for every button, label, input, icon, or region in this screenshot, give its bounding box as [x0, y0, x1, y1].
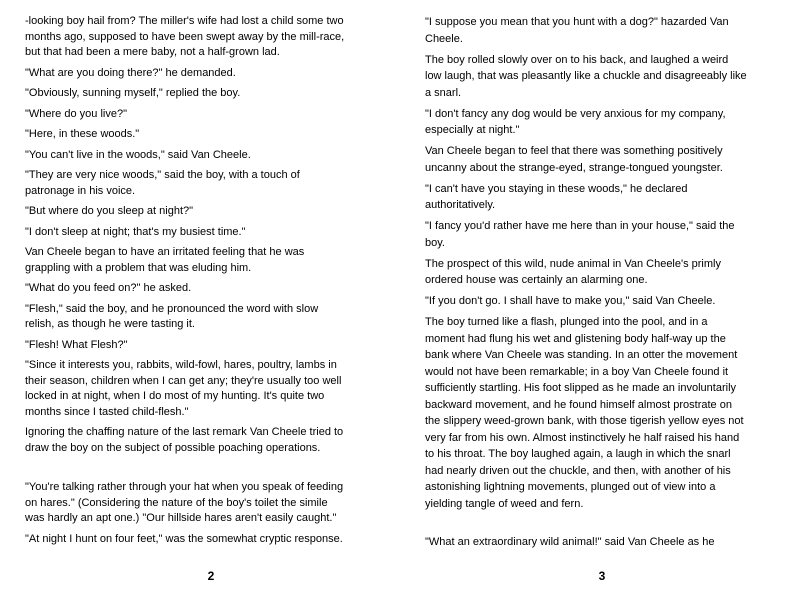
- scene-break-spacer: [425, 517, 797, 534]
- text-line: "But where do you sleep at night?": [25, 205, 194, 217]
- text-line: "I fancy you'd rather have me here than in your house," said the: [425, 220, 735, 232]
- text-line: to his throat. The boy laughed again, a laugh in which the snarl: [425, 448, 731, 460]
- text-line: "I suppose you mean that you hunt with a dog?" hazarded Van: [425, 16, 729, 28]
- paragraph: [25, 302, 397, 333]
- text-line: grappling with a problem that was eluding him.: [25, 261, 252, 274]
- page-2-body: [25, 0, 397, 547]
- text-line: had nearly driven out the chuckle, and then, with another of his: [425, 464, 731, 477]
- text-line: "I can't have you staying in these woods," he declared: [425, 182, 688, 195]
- text-line: on hares." (Considering the nature of the boy's toilet the simile: [25, 496, 328, 509]
- text-line: "What do you feed on?" he asked.: [25, 282, 192, 294]
- page-number-left: 2: [207, 569, 215, 583]
- text-line: was hardly an apt one.) "Our hillside hares aren't easily caught.": [25, 512, 337, 524]
- text-line: "You're talking rather through your hat when you speak of feeding: [25, 481, 344, 493]
- paragraph: [25, 204, 397, 220]
- text-line: months since I tasted child-flesh.": [25, 405, 189, 418]
- paragraph: [25, 86, 397, 102]
- paragraph: [25, 107, 397, 123]
- text-line: very far from his own. Almost instinctively he half raised his hand: [425, 431, 740, 444]
- paragraph: [25, 127, 397, 143]
- text-line: The prospect of this wild, nude animal in Van Cheele's primly: [425, 257, 721, 270]
- paragraph: [425, 181, 797, 214]
- paragraph: [25, 66, 397, 82]
- text-line: "Obviously, sunning myself," replied the boy.: [25, 87, 241, 99]
- text-line: "Flesh! What Flesh?": [25, 338, 128, 351]
- text-line: relish, as though he were tasting it.: [25, 318, 195, 330]
- text-line: Cheele.: [425, 32, 463, 45]
- text-line: months ago, supposed to have been swept away by the mill-race,: [25, 30, 345, 43]
- text-line: their season, children when I can get any; they're usually too well: [25, 374, 342, 387]
- text-line: "Here, in these woods.": [25, 128, 140, 140]
- text-line: the slippery weed-grown bank, with those tigerish yellow eyes not: [425, 415, 744, 427]
- paragraph: [25, 14, 397, 61]
- paragraph: [425, 218, 797, 251]
- text-line: The boy turned like a flash, plunged into the pool, and in a: [425, 316, 708, 328]
- paragraph: [425, 534, 797, 551]
- paragraph: [25, 245, 397, 276]
- text-line: uncanny about the strange-eyed, strange-tongued youngster.: [425, 161, 723, 174]
- text-line: locked in at night, when I do most of my hunting. It's quite two: [25, 390, 325, 402]
- paragraph: [425, 143, 797, 176]
- text-line: "I don't sleep at night; that's my busiest time.": [25, 225, 246, 238]
- paragraph: [25, 168, 397, 199]
- paragraph: [25, 148, 397, 164]
- text-line: would not have been remarkable; in a boy Van Cheele found it: [425, 365, 729, 378]
- text-line: "What are you doing there?" he demanded.: [25, 66, 236, 79]
- paragraph: [25, 358, 397, 420]
- paragraph: [25, 281, 397, 297]
- paragraph: [425, 14, 797, 47]
- text-line: "At night I hunt on four feet," was the somewhat cryptic response.: [25, 532, 343, 545]
- paragraph: [425, 256, 797, 289]
- text-line: ordered house was certainly an alarming one.: [425, 274, 648, 286]
- paragraph: [425, 52, 797, 102]
- paragraph: [425, 314, 797, 512]
- text-line: "What an extraordinary wild animal!" said Van Cheele as he: [425, 535, 715, 548]
- text-line: draw the boy on the subject of possible poaching operations.: [25, 441, 321, 454]
- text-line: -looking boy hail from? The miller's wife had lost a child some two: [25, 15, 344, 27]
- text-line: sufficiently startling. His foot slipped as he made an involuntarily: [425, 382, 737, 394]
- paragraph: [425, 293, 797, 310]
- page-3-body: [425, 0, 797, 550]
- paragraph: [25, 425, 397, 456]
- text-line: moment had flung his wet and glistening body half-way up the: [425, 332, 726, 345]
- text-line: backward movement, and he found himself almost prostrate on: [425, 398, 732, 411]
- text-line: "They are very nice woods," said the boy, with a touch of: [25, 169, 300, 181]
- text-line: but that had been a mere baby, not a half-grown lad.: [25, 46, 280, 58]
- page-number-right: 3: [598, 569, 606, 583]
- text-line: Van Cheele began to have an irritated feeling that he was: [25, 246, 305, 258]
- text-line: Van Cheele began to feel that there was something positively: [425, 145, 723, 157]
- text-line: bank where Van Cheele was standing. In an otter the movement: [425, 349, 738, 361]
- text-line: patronage in his voice.: [25, 184, 136, 197]
- text-line: yielding tangle of weed and fern.: [425, 497, 584, 510]
- text-line: Ignoring the chaffing nature of the last remark Van Cheele tried to: [25, 426, 344, 438]
- page-3: [425, 0, 797, 600]
- text-line: "Flesh," said the boy, and he pronounced the word with slow: [25, 302, 319, 315]
- page-2: [25, 0, 397, 600]
- text-line: "I don't fancy any dog would be very anxious for my company,: [425, 107, 726, 120]
- paragraph: [25, 225, 397, 241]
- text-line: "Where do you live?": [25, 107, 127, 120]
- text-line: The boy rolled slowly over on to his back, and laughed a weird: [425, 53, 729, 66]
- paragraph: [25, 532, 397, 548]
- text-line: boy.: [425, 236, 445, 249]
- text-line: "If you don't go. I shall have to make you," said Van Cheele.: [425, 295, 716, 307]
- text-line: authoritatively.: [425, 199, 496, 211]
- text-line: a snarl.: [425, 86, 462, 99]
- text-line: especially at night.": [425, 124, 520, 136]
- paragraph: [25, 338, 397, 354]
- scene-break-spacer: [25, 461, 397, 480]
- paragraph: [425, 106, 797, 139]
- text-line: "You can't live in the woods," said Van Cheele.: [25, 148, 251, 161]
- text-line: "Since it interests you, rabbits, wild-fowl, hares, poultry, lambs in: [25, 359, 337, 371]
- text-line: low laugh, that was pleasantly like a chuckle and disagreeably like: [425, 70, 747, 82]
- text-line: astonishing lightning movements, plunged out of view into a: [425, 481, 716, 493]
- paragraph: [25, 480, 397, 527]
